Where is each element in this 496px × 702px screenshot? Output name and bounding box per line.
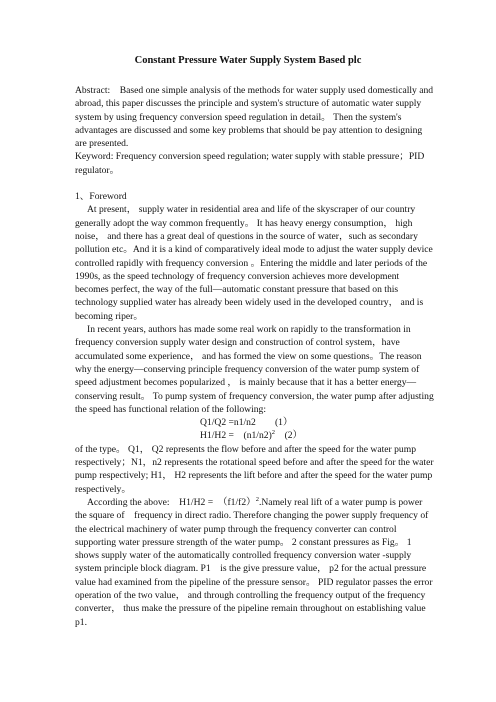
body-paragraph-4 xyxy=(75,496,435,629)
keywords-paragraph: Keyword: Frequency conversion speed regulation; water supply with stable pressure；PID regulator。 xyxy=(75,151,425,176)
para4-rest: .Namely real lift of a water pump is power the square of frequency in direct radio. Therefore changing the power supply frequency of the electrical machinery of water pump through the frequency converter can control supporting water pressure strength of the water pump。 2 constant pressures as Fig。 1 shows supply water of the automatically controlled frequency conversion water -supply system principle block diagram. P1 is the give pressure value， p2 for the actual pressure value had examined from the pipeline of the pressure sensor。 PID regulator passes the error operation of the two value， and through controlling the frequency output of the frequency converter， thus make the pressure of the pipeline remain throughout on establishing value p1. xyxy=(75,496,433,628)
formula-1: Q1/Q2 =n1/n2 (1） xyxy=(200,417,293,429)
formula-2 xyxy=(75,429,435,442)
para4-exponent: 2 xyxy=(255,495,259,503)
body-paragraph-1: At present， supply water in residential area and life of the skyscraper of our country generally adopt the way common frequently。 It has heavy energy consumption， high noise， and there has a great deal of questions in the source of water，such as secondary pollution etc。And it is a kind of comparatively ideal mode to adjust the water supply device controlled rapidly with frequency conversion 。Entering the middle and later periods of the 1990s, as the speed technology of frequency conversion achieves more development becomes perfect, the way of the full—automatic constant pressure that based on this technology supplied water has already been widely used in the developed country， and is becoming riper。 xyxy=(75,204,433,322)
abstract-paragraph: Abstract: Based one simple analysis of the methods for water supply used domestically and abroad, this paper discusses the principle and system's structure of automatic water supply system by using frequency conversion speed regulation in detail。 Then the system's advantages are discussed and some key problems that should be pay attention to designing are presented. xyxy=(75,85,434,150)
paper-title: Constant Pressure Water Supply System Based plc xyxy=(134,55,362,66)
formula-2-main: H1/H2 = (n1/n2) xyxy=(200,430,272,442)
section-heading: 1、Foreword xyxy=(75,191,127,203)
para4-lead: According the above: H1/H2 = （f1/f2） xyxy=(87,496,256,508)
paper-body xyxy=(75,84,435,629)
body-paragraph-2: In recent years, authors has made some real work on rapidly to the transformation in frequency conversion supply water design and construction of control system，have accumulated some experience， and has formed the view on some questions。The reason why the energy—conserving principle frequency conversion of the water pump system of speed adjustment becomes popularized ， is mainly because that it has a better energy— conserving result。 To pump system of frequency conversion, the water pump after adjusting the speed has functional relation of the following: xyxy=(75,324,434,415)
formula-2-number: (2） xyxy=(275,430,303,442)
section-gap xyxy=(75,177,435,190)
formula-2-exponent: 2 xyxy=(271,429,276,437)
body-paragraph-3: of the type。 Q1， Q2 represents the flow before and after the speed for the water pump respectively；N1，n2 represents the rotational speed before and after the speed for the water pump respectively; H1， H2 represents the lift before and after the speed for the water pump respectively。 xyxy=(75,443,434,495)
